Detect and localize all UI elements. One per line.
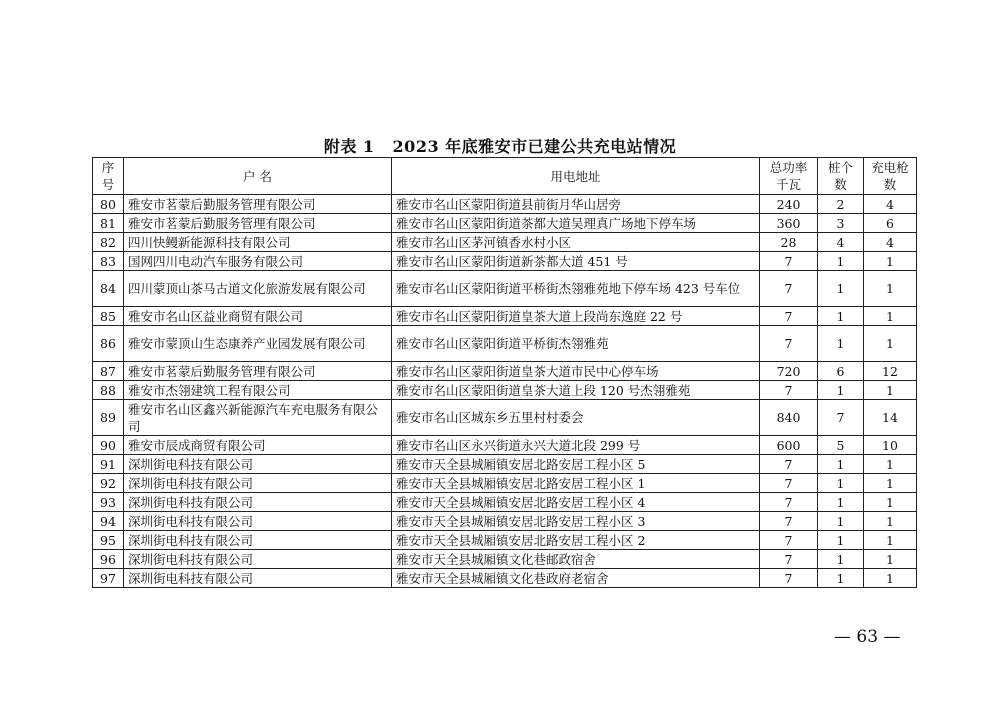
cell-address: 雅安市名山区蒙阳街道皇茶大道市民中心停车场 (392, 362, 760, 381)
header-address: 用电地址 (392, 158, 760, 195)
cell-name: 雅安市杰翎建筑工程有限公司 (124, 381, 392, 400)
cell-guns: 1 (864, 307, 917, 326)
cell-piles: 1 (818, 252, 864, 271)
cell-name: 深圳街电科技有限公司 (124, 474, 392, 493)
header-piles: 桩个数 (818, 158, 864, 195)
cell-no: 90 (93, 436, 124, 455)
cell-guns: 1 (864, 493, 917, 512)
cell-address: 雅安市名山区城东乡五里村村委会 (392, 400, 760, 436)
cell-power: 7 (760, 531, 818, 550)
cell-power: 7 (760, 326, 818, 362)
cell-power: 240 (760, 195, 818, 214)
cell-guns: 1 (864, 326, 917, 362)
cell-no: 82 (93, 233, 124, 252)
cell-piles: 1 (818, 326, 864, 362)
header-no: 序号 (93, 158, 124, 195)
cell-piles: 1 (818, 455, 864, 474)
cell-guns: 1 (864, 455, 917, 474)
cell-name: 深圳街电科技有限公司 (124, 455, 392, 474)
cell-address: 雅安市天全县城厢镇安居北路安居工程小区 4 (392, 493, 760, 512)
cell-piles: 4 (818, 233, 864, 252)
cell-piles: 1 (818, 550, 864, 569)
table-row (93, 550, 917, 569)
cell-guns: 4 (864, 195, 917, 214)
cell-name: 雅安市茗蒙后勤服务管理有限公司 (124, 195, 392, 214)
cell-address: 雅安市名山区蒙阳街道县前街月华山居旁 (392, 195, 760, 214)
cell-address: 雅安市名山区蒙阳街道茶都大道吴理真广场地下停车场 (392, 214, 760, 233)
cell-name: 四川快鳗新能源科技有限公司 (124, 233, 392, 252)
cell-piles: 1 (818, 512, 864, 531)
cell-address: 雅安市名山区蒙阳街道新茶都大道 451 号 (392, 252, 760, 271)
cell-no: 95 (93, 531, 124, 550)
cell-no: 96 (93, 550, 124, 569)
table-row (93, 455, 917, 474)
cell-guns: 1 (864, 271, 917, 307)
table-row (93, 195, 917, 214)
table-row (93, 362, 917, 381)
cell-piles: 1 (818, 271, 864, 307)
cell-address: 雅安市名山区茅河镇香水村小区 (392, 233, 760, 252)
cell-guns: 14 (864, 400, 917, 436)
cell-power: 7 (760, 455, 818, 474)
cell-name: 深圳街电科技有限公司 (124, 531, 392, 550)
table-title-prefix: 附表 1 (323, 137, 375, 156)
table-row (93, 233, 917, 252)
table-header-row (93, 158, 917, 195)
cell-address: 雅安市名山区蒙阳街道平桥街杰翎雅苑地下停车场 423 号车位 (392, 271, 760, 307)
cell-power: 7 (760, 550, 818, 569)
table-row (93, 271, 917, 307)
cell-guns: 1 (864, 531, 917, 550)
table-row (93, 307, 917, 326)
table-row (93, 512, 917, 531)
cell-guns: 6 (864, 214, 917, 233)
cell-guns: 1 (864, 512, 917, 531)
cell-address: 雅安市名山区永兴街道永兴大道北段 299 号 (392, 436, 760, 455)
cell-address: 雅安市名山区蒙阳街道平桥街杰翎雅苑 (392, 326, 760, 362)
cell-address: 雅安市名山区蒙阳街道皇茶大道上段 120 号杰翎雅苑 (392, 381, 760, 400)
table-row (93, 474, 917, 493)
cell-piles: 1 (818, 569, 864, 588)
cell-no: 85 (93, 307, 124, 326)
table-row (93, 381, 917, 400)
cell-power: 360 (760, 214, 818, 233)
cell-no: 80 (93, 195, 124, 214)
cell-address: 雅安市天全县城厢镇安居北路安居工程小区 5 (392, 455, 760, 474)
table-row (93, 252, 917, 271)
cell-piles: 1 (818, 493, 864, 512)
cell-no: 81 (93, 214, 124, 233)
cell-guns: 1 (864, 474, 917, 493)
cell-piles: 1 (818, 381, 864, 400)
cell-name: 深圳街电科技有限公司 (124, 550, 392, 569)
cell-power: 840 (760, 400, 818, 436)
cell-power: 7 (760, 271, 818, 307)
cell-address: 雅安市天全县城厢镇安居北路安居工程小区 2 (392, 531, 760, 550)
cell-power: 7 (760, 307, 818, 326)
cell-no: 94 (93, 512, 124, 531)
cell-power: 28 (760, 233, 818, 252)
cell-no: 83 (93, 252, 124, 271)
table-row (93, 493, 917, 512)
cell-power: 7 (760, 381, 818, 400)
table-row (93, 436, 917, 455)
cell-guns: 1 (864, 252, 917, 271)
cell-no: 87 (93, 362, 124, 381)
cell-name: 四川蒙顶山茶马古道文化旅游发展有限公司 (124, 271, 392, 307)
cell-name: 雅安市名山区鑫兴新能源汽车充电服务有限公司 (124, 400, 392, 436)
cell-power: 720 (760, 362, 818, 381)
cell-name: 深圳街电科技有限公司 (124, 512, 392, 531)
cell-piles: 1 (818, 307, 864, 326)
cell-no: 84 (93, 271, 124, 307)
table-row (93, 400, 917, 436)
cell-no: 92 (93, 474, 124, 493)
table-title-text: 2023 年底雅安市已建公共充电站情况 (392, 137, 677, 156)
cell-name: 深圳街电科技有限公司 (124, 569, 392, 588)
cell-power: 7 (760, 569, 818, 588)
cell-power: 7 (760, 512, 818, 531)
cell-piles: 1 (818, 474, 864, 493)
cell-guns: 1 (864, 550, 917, 569)
cell-no: 91 (93, 455, 124, 474)
cell-no: 88 (93, 381, 124, 400)
cell-guns: 1 (864, 569, 917, 588)
cell-name: 雅安市名山区益业商贸有限公司 (124, 307, 392, 326)
charging-station-table (92, 157, 917, 588)
cell-power: 7 (760, 474, 818, 493)
cell-name: 雅安市茗蒙后勤服务管理有限公司 (124, 362, 392, 381)
cell-address: 雅安市天全县城厢镇文化巷政府老宿舍 (392, 569, 760, 588)
table-row (93, 214, 917, 233)
cell-piles: 1 (818, 531, 864, 550)
cell-address: 雅安市名山区蒙阳街道皇茶大道上段尚东逸庭 22 号 (392, 307, 760, 326)
cell-address: 雅安市天全县城厢镇文化巷邮政宿舍 (392, 550, 760, 569)
header-power: 总功率千瓦 (760, 158, 818, 195)
cell-no: 97 (93, 569, 124, 588)
header-name: 户 名 (124, 158, 392, 195)
cell-power: 600 (760, 436, 818, 455)
cell-name: 雅安市茗蒙后勤服务管理有限公司 (124, 214, 392, 233)
cell-piles: 6 (818, 362, 864, 381)
table-row (93, 569, 917, 588)
cell-address: 雅安市天全县城厢镇安居北路安居工程小区 1 (392, 474, 760, 493)
table-title (0, 134, 1000, 157)
page-number: — 63 — (834, 627, 901, 647)
cell-guns: 12 (864, 362, 917, 381)
cell-name: 雅安市辰成商贸有限公司 (124, 436, 392, 455)
table-row (93, 531, 917, 550)
cell-piles: 2 (818, 195, 864, 214)
cell-address: 雅安市天全县城厢镇安居北路安居工程小区 3 (392, 512, 760, 531)
cell-piles: 7 (818, 400, 864, 436)
cell-no: 93 (93, 493, 124, 512)
cell-guns: 10 (864, 436, 917, 455)
cell-no: 89 (93, 400, 124, 436)
header-guns: 充电枪数 (864, 158, 917, 195)
cell-name: 深圳街电科技有限公司 (124, 493, 392, 512)
cell-piles: 5 (818, 436, 864, 455)
table-row (93, 326, 917, 362)
cell-name: 雅安市蒙顶山生态康养产业园发展有限公司 (124, 326, 392, 362)
cell-power: 7 (760, 493, 818, 512)
cell-guns: 1 (864, 381, 917, 400)
cell-guns: 4 (864, 233, 917, 252)
cell-piles: 3 (818, 214, 864, 233)
cell-power: 7 (760, 252, 818, 271)
cell-name: 国网四川电动汽车服务有限公司 (124, 252, 392, 271)
cell-no: 86 (93, 326, 124, 362)
